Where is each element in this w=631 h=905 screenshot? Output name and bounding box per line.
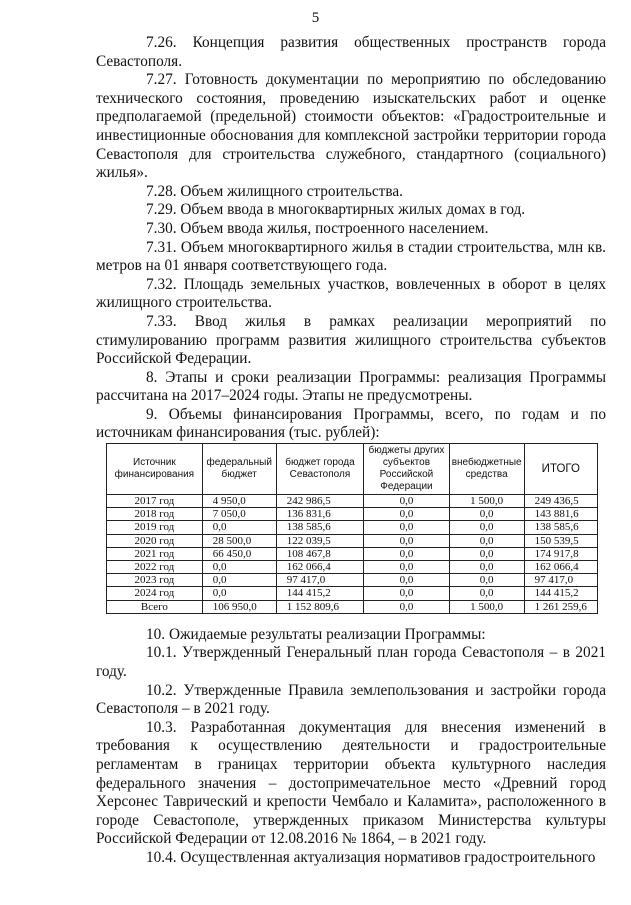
table-row <box>107 574 598 587</box>
cell-city-budget: 162 066,4 <box>276 561 364 574</box>
cell-federal-budget: 4 950,0 <box>202 495 276 508</box>
header-total: ИТОГО <box>524 444 597 495</box>
cell-federal-budget: 0,0 <box>202 561 276 574</box>
cell-extrabudgetary: 0,0 <box>449 561 524 574</box>
paragraph-10: 10. Ожидаемые результаты реализации Программы: <box>146 625 486 643</box>
cell-total: 144 415,2 <box>524 587 597 600</box>
table-row <box>107 587 598 600</box>
paragraph-7-32: 7.32. Площадь земельных участков, вовлеченных в оборот в целях жилищного строительства. <box>96 275 606 312</box>
table-header-row <box>107 444 598 495</box>
cell-federal-budget: 0,0 <box>202 574 276 587</box>
cell-total: 150 539,5 <box>524 534 597 547</box>
cell-extrabudgetary: 0,0 <box>449 508 524 521</box>
cell-extrabudgetary: 1 500,0 <box>449 495 524 508</box>
cell-extrabudgetary: 1 500,0 <box>449 600 524 613</box>
cell-source: 2018 год <box>107 508 203 521</box>
page-number: 5 <box>311 10 320 26</box>
paragraph-10-3: 10.3. Разработанная документация для внесения изменений в требования к осуществлению деятельности и градостроительные регламентам в границах территории объекта культурного наследия федерального значения – достопримечательное место «Древний город Херсонес Таврический и крепости Чембало и Каламита», расположенного в городе Севастополе, утвержденных приказом Министерства культуры Российской Федерации от 12.08.2016 № 1864, – в 2021 году. <box>96 718 606 848</box>
cell-other-subjects-budget: 0,0 <box>364 534 449 547</box>
cell-source: 2019 год <box>107 521 203 534</box>
cell-extrabudgetary: 0,0 <box>449 521 524 534</box>
cell-extrabudgetary: 0,0 <box>449 574 524 587</box>
cell-federal-budget: 106 950,0 <box>202 600 276 613</box>
cell-federal-budget: 28 500,0 <box>202 534 276 547</box>
table-row <box>107 600 598 613</box>
header-extrabudgetary: внебюджетные средства <box>449 444 524 495</box>
cell-total: 249 436,5 <box>524 495 597 508</box>
cell-other-subjects-budget: 0,0 <box>364 521 449 534</box>
table-row <box>107 495 598 508</box>
cell-source: 2024 год <box>107 587 203 600</box>
paragraph-9: 9. Объемы финансирования Программы, всего, по годам и по источникам финансирования (тыс. рублей): <box>96 405 606 442</box>
cell-source: 2020 год <box>107 534 203 547</box>
cell-total: 174 917,8 <box>524 547 597 560</box>
cell-city-budget: 108 467,8 <box>276 547 364 560</box>
financing-table <box>106 443 598 614</box>
paragraph-7-26: 7.26. Концепция развития общественных пространств города Севастополя. <box>96 34 606 70</box>
cell-other-subjects-budget: 0,0 <box>364 495 449 508</box>
paragraph-10-4: 10.4. Осуществленная актуализация нормативов градостроительного <box>146 849 596 867</box>
cell-city-budget: 122 039,5 <box>276 534 364 547</box>
cell-city-budget: 242 986,5 <box>276 495 364 508</box>
cell-other-subjects-budget: 0,0 <box>364 600 449 613</box>
cell-total: 143 881,6 <box>524 508 597 521</box>
cell-source: Всего <box>107 600 203 613</box>
table-row <box>107 547 598 560</box>
cell-city-budget: 97 417,0 <box>276 574 364 587</box>
paragraph-10-2: 10.2. Утвержденные Правила землепользования и застройки города Севастополя – в 2021 году. <box>96 681 606 718</box>
cell-other-subjects-budget: 0,0 <box>364 508 449 521</box>
cell-federal-budget: 66 450,0 <box>202 547 276 560</box>
cell-city-budget: 1 152 809,6 <box>276 600 364 613</box>
cell-source: 2023 год <box>107 574 203 587</box>
paragraph-10-1: 10.1. Утвержденный Генеральный план города Севастополя – в 2021 году. <box>96 644 606 681</box>
cell-federal-budget: 7 050,0 <box>202 508 276 521</box>
cell-federal-budget: 0,0 <box>202 587 276 600</box>
table-row <box>107 561 598 574</box>
paragraph-7-31: 7.31. Объем многоквартирного жилья в стадии строительства, млн кв. метров на 01 января соответствующего года. <box>96 238 606 275</box>
paragraph-8: 8. Этапы и сроки реализации Программы: реализация Программы рассчитана на 2017–2024 годы. Этапы не предусмотрены. <box>96 368 606 405</box>
paragraph-7-27: 7.27. Готовность документации по мероприятию по обследованию технического состояния, проведению изыскательских работ и оценке предполагаемой (предельной) стоимости объектов: «Градостроительные и инвестиционные обоснования для комплексной застройки территории города Севастополя для строительства служебного, стандартного (социального) жилья». <box>96 71 606 182</box>
paragraph-7-28: 7.28. Объем жилищного строительства. <box>146 182 403 200</box>
cell-source: 2022 год <box>107 561 203 574</box>
table-row <box>107 521 598 534</box>
cell-total: 97 417,0 <box>524 574 597 587</box>
table-row <box>107 534 598 547</box>
table-body <box>107 495 598 614</box>
table-row <box>107 508 598 521</box>
header-source: Источник финансирования <box>107 444 203 495</box>
cell-other-subjects-budget: 0,0 <box>364 561 449 574</box>
cell-federal-budget: 0,0 <box>202 521 276 534</box>
cell-city-budget: 138 585,6 <box>276 521 364 534</box>
cell-source: 2017 год <box>107 495 203 508</box>
cell-source: 2021 год <box>107 547 203 560</box>
header-other-subjects-budget: бюджеты других субъектов Российской Федерации <box>364 444 449 495</box>
cell-other-subjects-budget: 0,0 <box>364 574 449 587</box>
cell-city-budget: 136 831,6 <box>276 508 364 521</box>
cell-total: 138 585,6 <box>524 521 597 534</box>
cell-extrabudgetary: 0,0 <box>449 547 524 560</box>
cell-city-budget: 144 415,2 <box>276 587 364 600</box>
cell-extrabudgetary: 0,0 <box>449 534 524 547</box>
cell-other-subjects-budget: 0,0 <box>364 547 449 560</box>
paragraph-7-33: 7.33. Ввод жилья в рамках реализации мероприятий по стимулированию программ развития жилищного строительства субъектов Российской Федерации. <box>96 312 606 368</box>
document-body <box>96 34 606 868</box>
cell-extrabudgetary: 0,0 <box>449 587 524 600</box>
paragraph-7-29: 7.29. Объем ввода в многоквартирных жилых домах в год. <box>146 201 526 219</box>
header-federal-budget: федеральный бюджет <box>202 444 276 495</box>
cell-total: 162 066,4 <box>524 561 597 574</box>
cell-total: 1 261 259,6 <box>524 600 597 613</box>
header-city-budget: бюджет города Севастополя <box>276 444 364 495</box>
paragraph-7-30: 7.30. Объем ввода жилья, построенного населением. <box>146 219 489 237</box>
cell-other-subjects-budget: 0,0 <box>364 587 449 600</box>
